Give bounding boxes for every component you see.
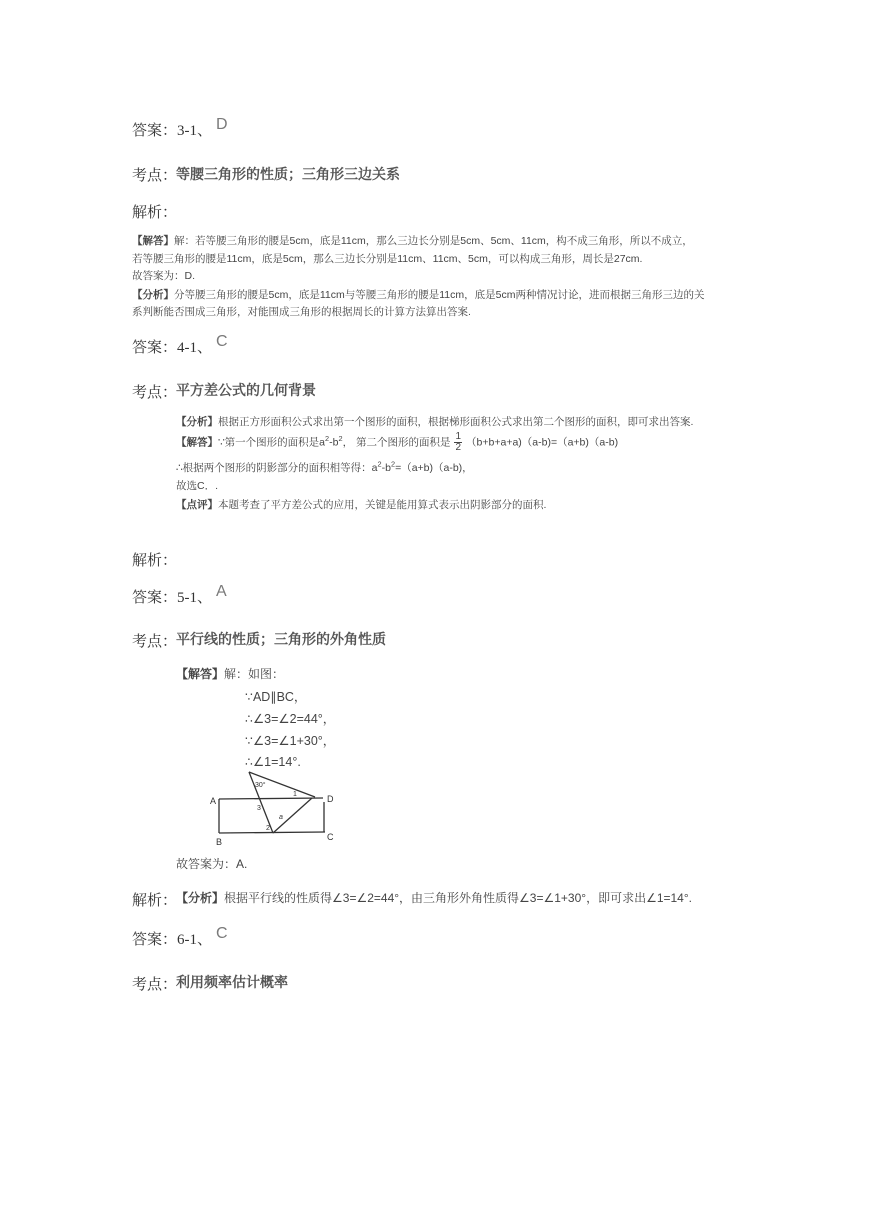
solution-tag: 【解答】 xyxy=(176,436,218,449)
q3-analysis-line-4 xyxy=(132,289,704,301)
q4-point-label: 考点： xyxy=(132,385,178,401)
q4-comment-line xyxy=(176,499,546,511)
parallel-line-ad xyxy=(219,798,323,799)
answer-number: 3-1、 xyxy=(177,123,213,139)
exponent: 2 xyxy=(390,459,396,469)
q4-answer-choice: C xyxy=(216,333,228,350)
answer-label: 答案： xyxy=(132,123,178,139)
q4-point-text: 平方差公式的几何背景 xyxy=(176,382,316,398)
q4-choice-line: 故选C．. xyxy=(176,480,218,492)
figure-label-angle-1: 1 xyxy=(293,791,297,798)
q6-point-label: 考点： xyxy=(132,977,178,993)
formula-part: -b xyxy=(381,462,391,474)
q5-point-text: 平行线的性质；三角形的外角性质 xyxy=(176,631,386,647)
q3-point-text: 等腰三角形的性质；三角形三边关系 xyxy=(176,166,400,182)
analysis-tag: 【分析】 xyxy=(132,289,174,301)
analysis-text: 根据平行线的性质得∠3=∠2=44°，由三角形外角性质得∠3=∠1+30°，即可求出∠1=14°. xyxy=(224,891,692,905)
figure-label-mark-a: a xyxy=(279,814,283,821)
analysis-text: 分等腰三角形的腰是5cm，底是11cm与等腰三角形的腰是11cm，底是5cm两种情况讨论，进而根据三角形三边的关 xyxy=(174,289,705,301)
q5-analysis-line xyxy=(176,891,692,905)
q6-answer-line xyxy=(132,932,212,948)
figure-label-b-point: B xyxy=(216,837,223,847)
formula-part: ∴根据两个图形的阴影部分的面积相等得：a xyxy=(176,462,378,474)
analysis-tag: 【分析】 xyxy=(176,891,225,905)
exponent: 2 xyxy=(338,434,343,444)
q3-answer-line xyxy=(132,123,212,139)
q3-point-label: 考点： xyxy=(132,168,178,184)
figure-label-angle-3: 3 xyxy=(257,805,261,812)
q5-answer-line xyxy=(132,590,212,606)
q4-analysis-line xyxy=(176,416,693,428)
q3-analysis-line-2: 若等腰三角形的腰是11cm，底是5cm，那么三边长分别是11cm、11cm、5cm，可以构成三角形，周长是27cm. xyxy=(132,253,643,265)
fraction xyxy=(454,432,462,454)
q5-step-1: ∵AD∥BC， xyxy=(245,690,307,704)
formula-part: -b xyxy=(329,436,339,449)
q5-answer-choice: A xyxy=(216,583,227,600)
solution-intro-text: 解：如图： xyxy=(224,667,285,681)
q4-analysis-label: 解析： xyxy=(132,553,178,569)
comment-tag: 【点评】 xyxy=(176,499,218,511)
q6-point-text: 利用频率估计概率 xyxy=(176,974,288,990)
answer-number: 5-1、 xyxy=(177,590,213,606)
q5-solution-intro xyxy=(176,667,284,681)
formula-part: ， 第二个图形的面积是 xyxy=(342,436,451,449)
q5-point-label: 考点： xyxy=(132,634,178,650)
q4-answer-line xyxy=(132,340,212,356)
answer-number: 4-1、 xyxy=(177,340,213,356)
q5-analysis-label: 解析： xyxy=(132,893,178,909)
fraction-denominator: 2 xyxy=(455,442,462,454)
q4-conclusion-line xyxy=(176,459,473,474)
answer-label: 答案： xyxy=(132,590,178,606)
figure-label-a-point: A xyxy=(210,796,217,806)
figure-label-d-point: D xyxy=(327,794,334,804)
fraction-numerator: 1 xyxy=(455,431,462,442)
q5-step-2: ∴∠3=∠2=44°， xyxy=(245,712,336,726)
q4-solution-line xyxy=(176,432,618,454)
solution-text: 解：若等腰三角形的腰是5cm，底是11cm，那么三边长分别是5cm、5cm、11cm，构不成三角形，所以不成立， xyxy=(174,235,693,247)
figure-label-angle-2: 2 xyxy=(266,825,270,832)
formula-part: =（a+b)（a-b)， xyxy=(395,462,473,474)
q6-answer-choice: C xyxy=(216,925,228,942)
solution-tag: 【解答】 xyxy=(176,667,225,681)
q3-analysis-line-1 xyxy=(132,235,693,247)
answer-label: 答案： xyxy=(132,340,178,356)
figure-label-angle-30: 30° xyxy=(255,782,266,789)
exponent: 2 xyxy=(377,459,382,469)
figure-label-c-point: C xyxy=(327,832,334,842)
exponent: 2 xyxy=(325,434,330,444)
q3-analysis-label: 解析： xyxy=(132,205,178,221)
q3-analysis-line-5: 系判断能否围成三角形，对能围成三角形的根据周长的计算方法算出答案. xyxy=(132,306,471,318)
q5-final-answer: 故答案为：A. xyxy=(176,857,248,871)
q3-answer-choice: D xyxy=(216,116,228,133)
formula-part: （b+b+a+a)（a-b)=（a+b)（a-b) xyxy=(466,436,619,449)
comment-text: 本题考查了平方差公式的应用，关键是能用算式表示出阴影部分的面积. xyxy=(218,499,547,511)
answer-number: 6-1、 xyxy=(177,932,213,948)
q3-analysis-line-3: 故答案为：D. xyxy=(132,270,195,282)
solution-tag: 【解答】 xyxy=(132,235,174,247)
q5-step-4: ∴∠1=14°. xyxy=(245,755,301,769)
geometry-figure xyxy=(205,766,345,850)
formula-part: ∵第一个图形的面积是a xyxy=(218,436,326,449)
analysis-tag: 【分析】 xyxy=(176,416,218,428)
analysis-text: 根据正方形面积公式求出第一个图形的面积，根据梯形面积公式求出第二个图形的面积，即可求出答案. xyxy=(218,416,694,428)
q5-step-3: ∵∠3=∠1+30°， xyxy=(245,734,336,748)
answer-label: 答案： xyxy=(132,932,178,948)
